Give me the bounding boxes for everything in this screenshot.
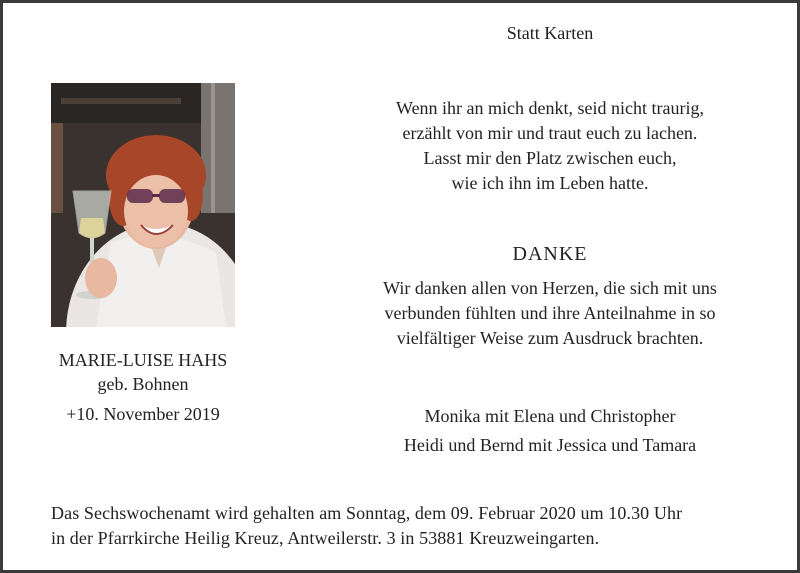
family-line: Heidi und Bernd mit Jessica und Tamara	[403, 435, 697, 455]
thanks-line: Wir danken allen von Herzen, die sich mit uns	[383, 278, 717, 298]
thanks-line: verbunden fühlten und ihre Anteilnahme in so	[384, 303, 716, 323]
poem-line: erzählt von mir und traut euch zu lachen.	[402, 123, 698, 143]
footer-line: Das Sechswochenamt wird gehalten am Sonntag, dem 09. Februar 2020 um 10.30 Uhr	[51, 503, 683, 523]
thanks-text	[328, 276, 772, 351]
family-line: Monika mit Elena und Christopher	[424, 406, 676, 426]
thanks-title: DANKE	[512, 243, 588, 265]
thanks-line: vielfältiger Weise zum Ausdruck brachten.	[396, 328, 704, 348]
header-text: Statt Karten	[506, 23, 594, 43]
death-date: +10. November 2019	[66, 404, 220, 424]
family-signature	[328, 402, 772, 460]
poem-line: Lasst mir den Platz zwischen euch,	[423, 148, 677, 168]
footer-line: in der Pfarrkirche Heilig Kreuz, Antweilerstr. 3 in 53881 Kreuzweingarten.	[51, 528, 600, 548]
poem-line: wie ich ihn im Leben hatte.	[451, 173, 649, 193]
deceased-name: MARIE-LUISE HAHS	[58, 350, 228, 370]
poem-line: Wenn ihr an mich denkt, seid nicht traurig,	[396, 98, 704, 118]
poem-text	[328, 96, 772, 196]
birth-name: geb. Bohnen	[97, 374, 189, 394]
portrait-photo	[51, 83, 235, 327]
mass-announcement	[51, 501, 682, 551]
deceased-info	[43, 348, 243, 396]
